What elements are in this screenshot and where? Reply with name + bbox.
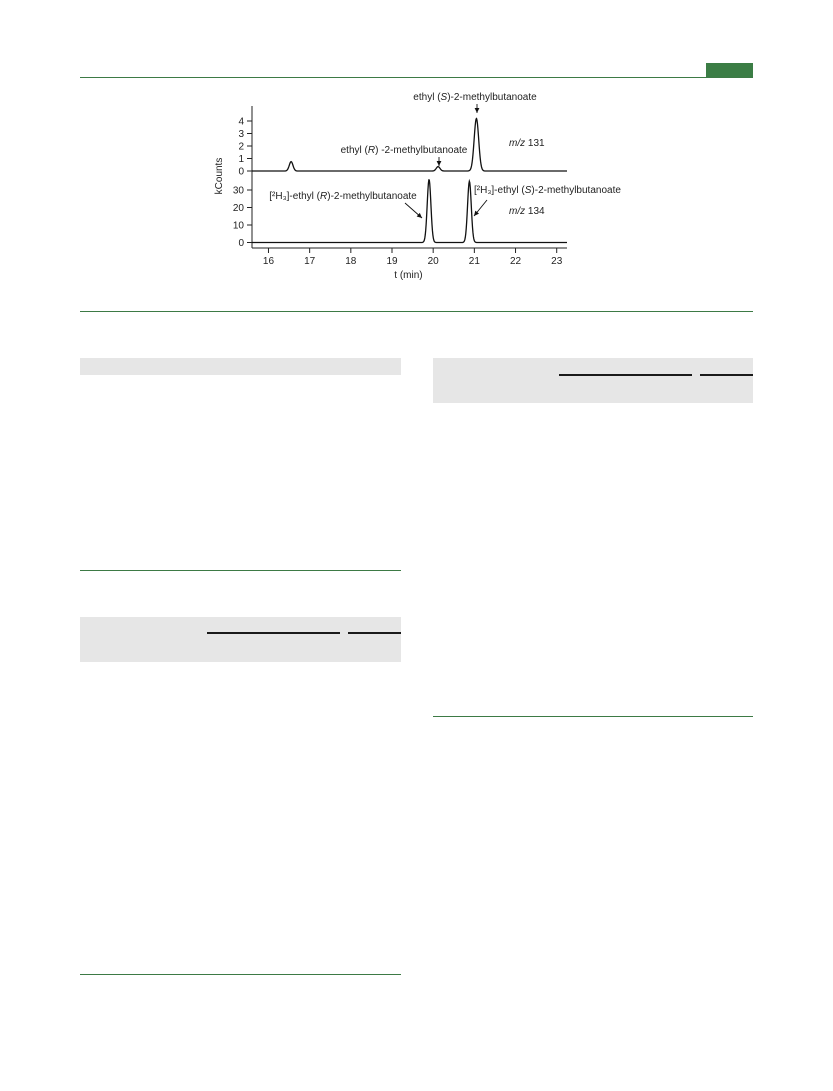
x-tick-label: 20 <box>427 256 439 267</box>
table-1-header <box>80 358 401 375</box>
x-tick-label: 22 <box>509 256 522 267</box>
y-tick-label: 10 <box>232 220 244 232</box>
panel-label: m/z 134 <box>509 206 545 217</box>
table-1-bottom-rule <box>80 570 401 571</box>
table-2-header <box>80 617 401 662</box>
y-tick-label: 0 <box>238 238 244 249</box>
table-3-bottom-rule <box>433 716 753 717</box>
table-3-header <box>433 358 753 403</box>
x-tick-label: 16 <box>262 256 275 267</box>
annotation-ethyl-s-arrowhead <box>475 108 480 113</box>
y-tick-label: 30 <box>232 185 244 197</box>
annotation-ethyl-r-arrowhead <box>437 161 442 166</box>
table-3-span-rule-1 <box>559 374 692 376</box>
table-3-span-rule-2 <box>700 374 753 376</box>
x-tick-label: 19 <box>386 256 398 267</box>
x-tick-label: 17 <box>304 256 316 267</box>
x-tick-label: 18 <box>345 256 357 267</box>
figure-bottom-rule <box>80 311 753 312</box>
y-tick-label: 20 <box>232 203 244 214</box>
y-tick-label: 3 <box>238 129 244 140</box>
table-2-span-rule-2 <box>348 632 401 634</box>
annotation-ethyl-r: ethyl (R) -2-methylbutanoate <box>340 145 468 156</box>
table-2-bottom-rule <box>80 974 401 975</box>
x-tick-label: 23 <box>551 256 563 267</box>
table-2-span-rule-1 <box>207 632 340 634</box>
y-tick-label: 0 <box>238 166 244 178</box>
annotation-d3-ethyl-s: [²H₃]-ethyl (S)-2-methylbutanoate <box>474 185 621 196</box>
x-tick-label: 21 <box>468 256 480 267</box>
y-tick-label: 2 <box>238 141 244 153</box>
annotation-d3-ethyl-r: [²H₃]-ethyl (R)-2-methylbutanoate <box>269 191 417 202</box>
annotation-ethyl-s: ethyl (S)-2-methylbutanoate <box>413 92 537 103</box>
chromatogram-figure <box>0 0 833 300</box>
y-tick-label: 4 <box>238 116 244 128</box>
y-axis-title: kCounts <box>214 157 225 195</box>
y-tick-label: 1 <box>238 154 244 165</box>
x-axis-title: t (min) <box>394 270 423 281</box>
panel-label: m/z 131 <box>509 138 545 149</box>
